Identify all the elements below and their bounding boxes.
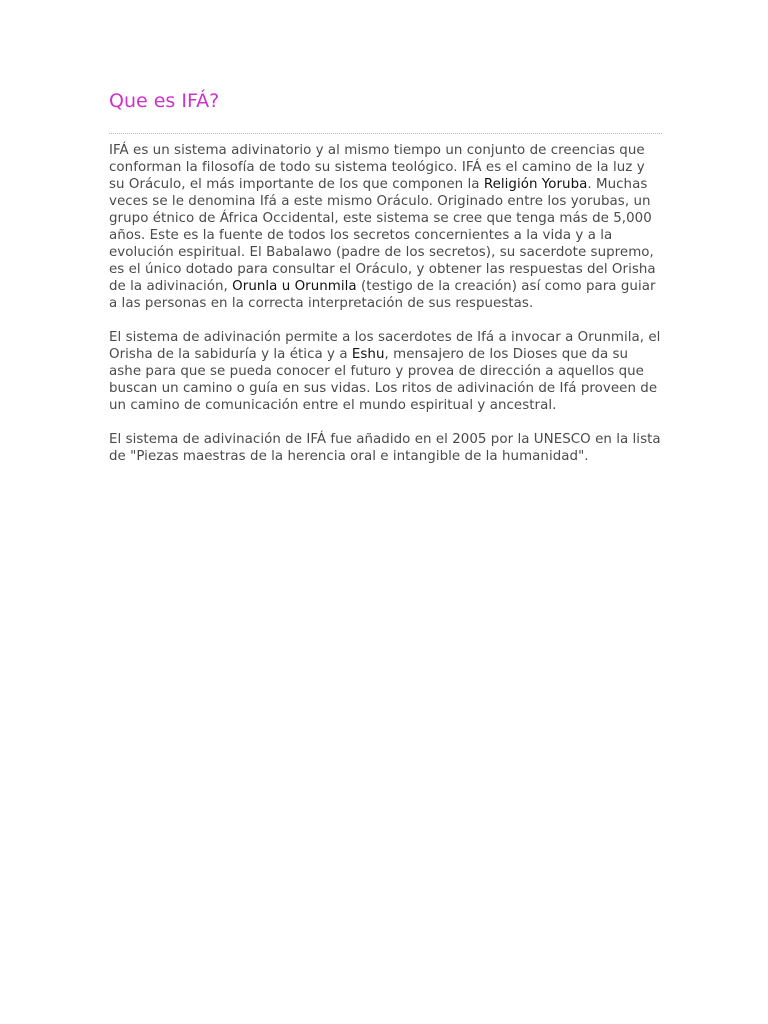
paragraph-divination-text-2: , mensajero de los Dioses que da su ashe para que se pueda conocer el futuro y provea de dirección a aquellos que buscan un camino o guía en sus vidas. Los ritos de adivinación de Ifá proveen de un camino de comunicación entre el mundo espiritual y ancestral. — [109, 347, 658, 413]
link-religion-yoruba[interactable]: Religión Yoruba — [483, 177, 588, 192]
paragraph-divination — [109, 329, 662, 414]
paragraph-intro-text-3: (testigo de la creación) así como para guiar a las personas en la correcta interpretación de sus respuestas. — [109, 279, 656, 311]
page-title: Que es IFÁ? — [109, 90, 220, 112]
title-divider — [109, 133, 662, 134]
document-page — [109, 88, 662, 482]
paragraph-divination-text-1: El sistema de adivinación permite a los sacerdotes de Ifá a invocar a Orunmila, el Orisha de la sabiduría y la ética y a — [109, 330, 661, 362]
paragraph-unesco: El sistema de adivinación de IFÁ fue añadido en el 2005 por la UNESCO en la lista de "Piezas maestras de la herencia oral e intangible de la humanidad". — [109, 432, 661, 464]
paragraph-intro-text-1: IFÁ es un sistema adivinatorio y al mismo tiempo un conjunto de creencias que conforman la filosofía de todo su sistema teológico. IFÁ es el camino de la luz y su Oráculo, el más importante de los que componen la — [109, 143, 645, 192]
link-orunla-u-orunmila[interactable]: Orunla u Orunmila — [232, 279, 357, 294]
link-eshu[interactable]: Eshu — [351, 347, 385, 362]
paragraph-intro-text-2: . Muchas veces se le denomina Ifá a este mismo Oráculo. Originado entre los yorubas, un grupo étnico de África Occidental, este sistema se cree que tenga más de 5,000 años. Este es la fuente de todos los secretos concernientes a la vida y a la evolución espiritual. El Babalawo (padre de los secretos), su sacerdote supremo, es el único dotado para consultar el Oráculo, y obtener las respuestas del Orisha de la adivinación, — [109, 177, 656, 294]
paragraph-intro — [109, 142, 662, 312]
